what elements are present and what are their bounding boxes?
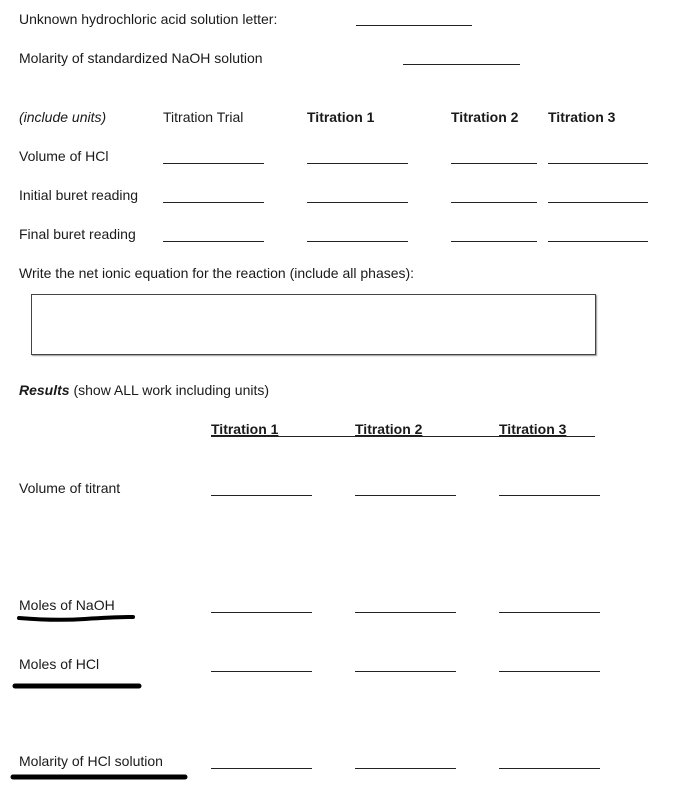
naoh-molarity-blank[interactable]: [403, 64, 520, 65]
results-col-titration-2: Titration 2: [355, 421, 423, 437]
unknown-acid-label: Unknown hydrochloric acid solution letter:: [19, 11, 278, 27]
molarity-hcl-2-blank[interactable]: [355, 768, 456, 769]
results-label: Results: [19, 382, 70, 398]
marker-underline-naoh: [15, 610, 140, 624]
volume-hcl-1-blank[interactable]: [307, 163, 408, 164]
moles-naoh-3-blank[interactable]: [499, 612, 600, 613]
moles-hcl-1-blank[interactable]: [211, 671, 312, 672]
equation-prompt: Write the net ionic equation for the reaction (include all phases):: [19, 265, 415, 281]
col-titration-2: Titration 2: [451, 109, 519, 125]
units-note: (include units): [19, 109, 107, 125]
initial-buret-2-blank[interactable]: [451, 202, 537, 203]
results-col-titration-3: Titration 3: [499, 421, 567, 437]
marker-underline-hcl: [12, 680, 144, 692]
moles-naoh-2-blank[interactable]: [355, 612, 456, 613]
row-label-initial-buret: Initial buret reading: [19, 187, 139, 203]
final-buret-1-blank[interactable]: [307, 241, 408, 242]
volume-hcl-3-blank[interactable]: [548, 163, 648, 164]
row-label-volume-hcl: Volume of HCl: [19, 148, 109, 164]
molarity-hcl-1-blank[interactable]: [211, 768, 312, 769]
row-label-moles-hcl: Moles of HCl: [19, 656, 100, 672]
final-buret-trial-blank[interactable]: [163, 241, 264, 242]
initial-buret-trial-blank[interactable]: [163, 202, 264, 203]
marker-underline-molarity: [10, 771, 190, 783]
row-label-volume-titrant: Volume of titrant: [19, 480, 121, 496]
moles-hcl-3-blank[interactable]: [499, 671, 600, 672]
volume-titrant-1-blank[interactable]: [211, 495, 312, 496]
initial-buret-3-blank[interactable]: [548, 202, 648, 203]
row-label-moles-naoh: Moles of NaOH: [19, 597, 115, 613]
col-titration-trial: Titration Trial: [163, 109, 244, 125]
molarity-hcl-3-blank[interactable]: [499, 768, 600, 769]
initial-buret-1-blank[interactable]: [307, 202, 408, 203]
final-buret-2-blank[interactable]: [451, 241, 537, 242]
row-label-final-buret: Final buret reading: [19, 226, 136, 242]
col-titration-3: Titration 3: [548, 109, 616, 125]
col-titration-1: Titration 1: [307, 109, 375, 125]
volume-titrant-2-blank[interactable]: [355, 495, 456, 496]
results-col-titration-1: Titration 1: [211, 421, 279, 437]
results-header-underline: [211, 436, 595, 437]
volume-hcl-trial-blank[interactable]: [163, 163, 264, 164]
results-heading: [19, 382, 269, 398]
moles-naoh-1-blank[interactable]: [211, 612, 312, 613]
moles-hcl-2-blank[interactable]: [355, 671, 456, 672]
unknown-acid-blank[interactable]: [356, 25, 472, 26]
final-buret-3-blank[interactable]: [548, 241, 648, 242]
naoh-molarity-label: Molarity of standardized NaOH solution: [19, 50, 263, 66]
volume-titrant-3-blank[interactable]: [499, 495, 600, 496]
results-note: (show ALL work including units): [69, 382, 270, 398]
equation-answer-box[interactable]: [31, 294, 596, 355]
volume-hcl-2-blank[interactable]: [451, 163, 537, 164]
row-label-molarity-hcl: Molarity of HCl solution: [19, 753, 163, 769]
